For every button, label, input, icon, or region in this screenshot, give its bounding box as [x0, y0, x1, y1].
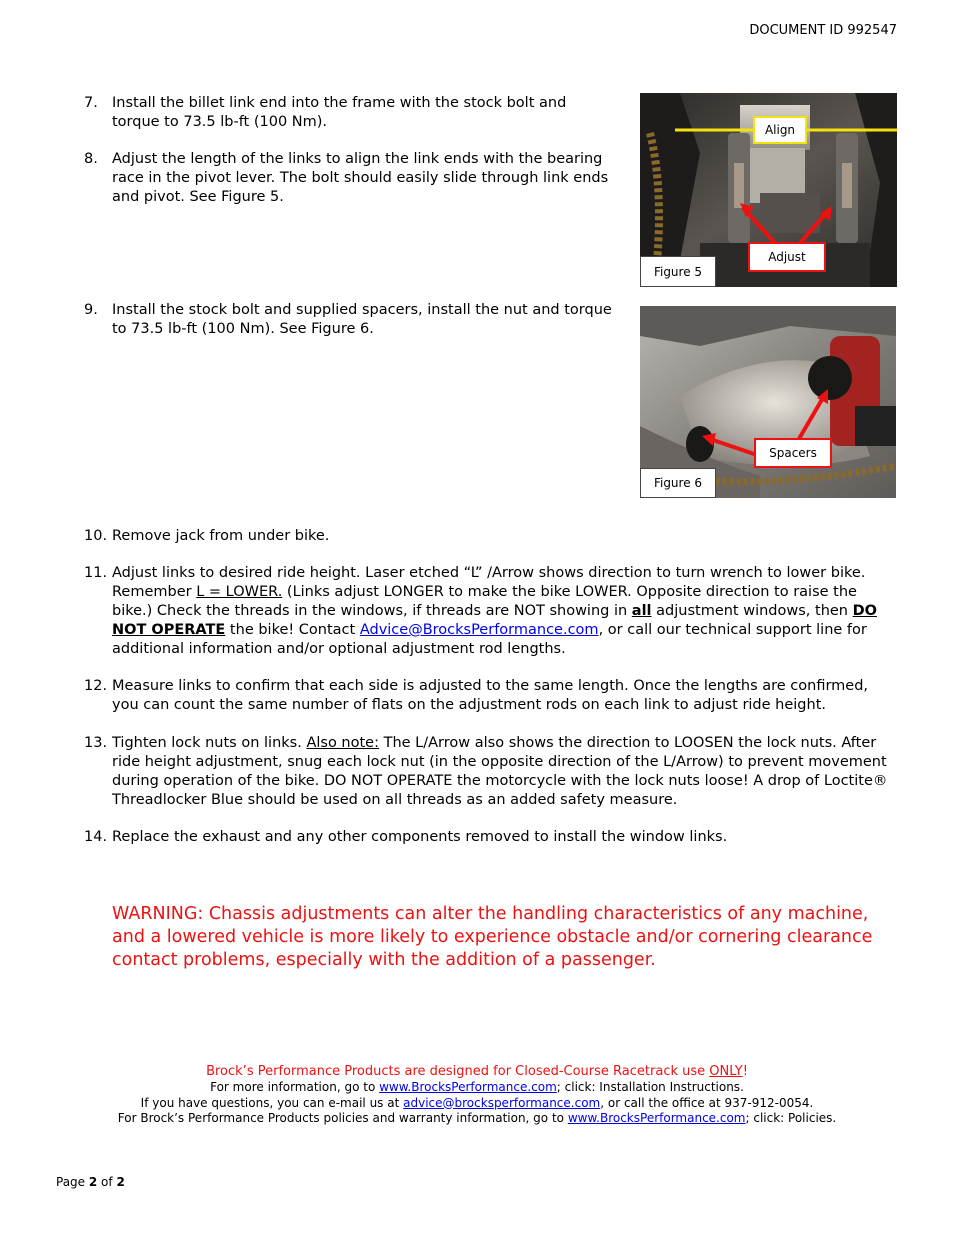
footer-text: For more information, go to [210, 1080, 380, 1094]
footer-only: ONLY [709, 1064, 743, 1079]
footer-line-2 [0, 1080, 954, 1096]
step-number: 14. [84, 829, 108, 845]
website-link[interactable]: www.BrocksPerformance.com [379, 1080, 557, 1094]
document-id: DOCUMENT ID 992547 [749, 23, 897, 38]
step-11 [84, 564, 896, 659]
step-text: Adjust the length of the links to align the link ends with the bearing race in the pivot lever. The bolt should easily slide through link ends and pivot. See Figure 5. [112, 151, 609, 205]
page-number [56, 1175, 125, 1189]
step-text: Install the billet link end into the frame with the stock bolt and torque to 73.5 lb-ft (100 Nm). [112, 95, 567, 130]
footer-text: For Brock’s Performance Products policies and warranty information, go to [117, 1111, 568, 1125]
callout-align: Align [753, 116, 807, 144]
figure-6-label: Figure 6 [640, 468, 716, 498]
emphasis-do-not-operate: DO NOT OPERATE [112, 603, 877, 638]
step-number: 8. [84, 151, 98, 167]
step-text: Install the stock bolt and supplied spacers, install the nut and torque to 73.5 lb-ft (100 Nm). See Figure 6. [112, 302, 612, 337]
footer-text: ; click: Policies. [745, 1111, 837, 1125]
step-text: Remove jack from under bike. [112, 528, 330, 544]
step-text-part: adjustment windows, then [651, 603, 853, 619]
figure-5-label: Figure 5 [640, 256, 716, 287]
step-8 [84, 150, 629, 207]
step-text-part: (Links adjust LONGER to make the bike LOWER. Opposite direction to raise the bike.) Check the threads in the windows, if threads are NOT showing in [112, 584, 857, 619]
step-14 [84, 828, 896, 847]
emphasis-all: all [631, 603, 652, 619]
step-text-part: The L/Arrow also shows the direction to LOOSEN the lock nuts. After ride height adjustment, snug each lock nut (in the opposite direction of the L/Arrow) to prevent movement during operation of the bike. DO NOT OPERATE the motorcycle with the lock nuts loose! A drop of Loctite® Threadlocker Blue should be used on all threads as an added safety measure. [112, 735, 888, 808]
callout-adjust: Adjust [748, 242, 826, 272]
footer [0, 1064, 954, 1127]
callout-spacers: Spacers [754, 438, 832, 468]
step-7 [84, 94, 614, 132]
figure-6-photo [640, 306, 896, 498]
advice-email-link[interactable]: Advice@BrocksPerformance.com [359, 622, 599, 638]
step-text-part: the bike! Contact [225, 622, 360, 638]
footer-line-1 [0, 1064, 954, 1080]
step-number: 10. [84, 528, 108, 544]
footer-text: ; click: Installation Instructions. [556, 1080, 744, 1094]
figure-5-photo [640, 93, 897, 287]
footer-text: Brock’s Performance Products are designed for Closed-Course Racetrack use [206, 1064, 710, 1079]
page-current: 2 [88, 1175, 98, 1189]
underline-text: Also note: [306, 735, 379, 751]
footer-text: If you have questions, you can e-mail us at [140, 1095, 404, 1110]
step-text-part: Tighten lock nuts on links. [112, 735, 307, 751]
page-of: of [97, 1175, 117, 1189]
warning-text: WARNING: Chassis adjustments can alter the handling characteristics of any machine, and a lowered vehicle is more likely to experience obstacle and/or cornering clearance contact problems, especially with the addition of a passenger. [112, 904, 873, 970]
footer-text: ! [742, 1064, 748, 1079]
step-number: 11. [84, 565, 108, 581]
step-text: Replace the exhaust and any other components removed to install the window links. [112, 829, 728, 845]
footer-line-3 [0, 1096, 954, 1112]
step-number: 13. [84, 735, 108, 751]
step-text [112, 734, 896, 810]
step-13 [84, 734, 896, 810]
step-number: 7. [84, 95, 98, 111]
step-9 [84, 301, 614, 339]
policies-link[interactable]: www.BrocksPerformance.com [567, 1111, 746, 1125]
step-text-part: , or call our technical support line for additional information and/or optional adjustment rod lengths. [112, 622, 867, 657]
step-number: 9. [84, 302, 98, 318]
step-10 [84, 527, 884, 546]
step-text [112, 564, 896, 659]
underline-text: L = LOWER. [196, 584, 283, 600]
step-text: Measure links to confirm that each side is adjusted to the same length. Once the lengths are confirmed, you can count the same number of flats on the adjustment rods on each link to adjust ride height. [112, 678, 869, 713]
footer-text: , or call the office at 937-912-0054. [600, 1095, 814, 1110]
step-text-part: Adjust links to desired ride height. Laser etched “L” /Arrow shows direction to turn wrench to lower bike. Remember [112, 565, 866, 600]
page-total: 2 [116, 1175, 125, 1189]
footer-line-4 [0, 1111, 954, 1127]
step-12 [84, 677, 896, 715]
step-number: 12. [84, 678, 108, 694]
email-link[interactable]: advice@brocksperformance.com [403, 1095, 601, 1110]
page-prefix: Page [56, 1175, 89, 1189]
